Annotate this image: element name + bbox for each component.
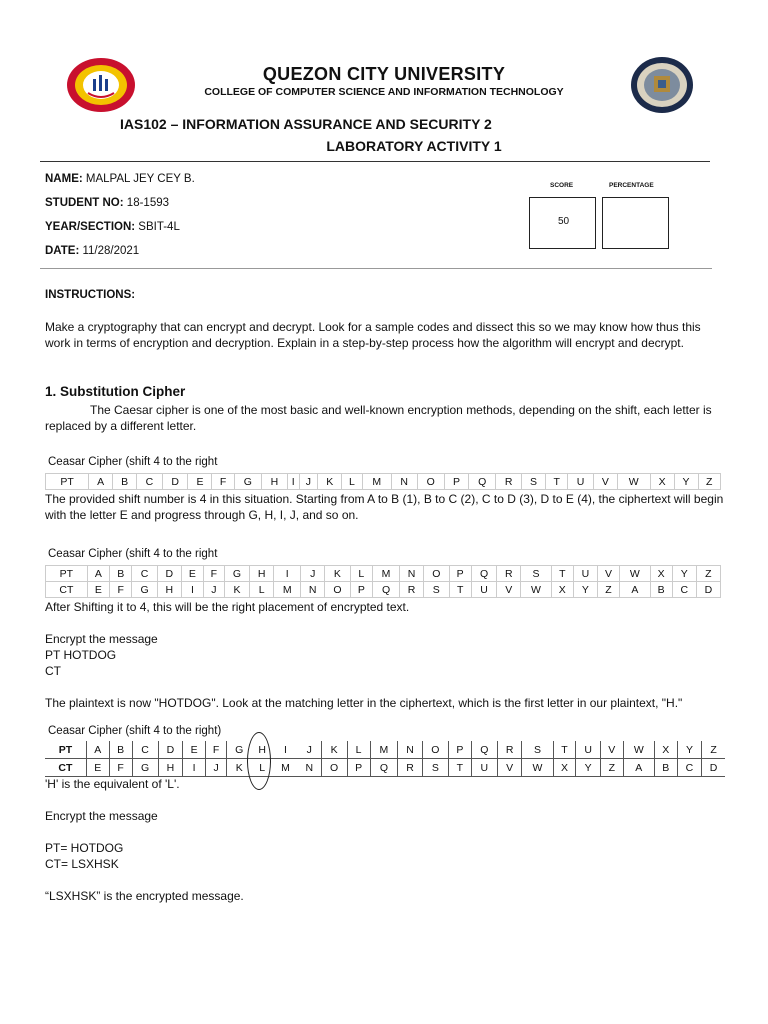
paragraph-3: The plaintext is now "HOTDOG". Look at the matching letter in the ciphertext, which is the first letter in our plaintext, "H." — [45, 696, 683, 710]
instructions-body: Make a cryptography that can encrypt and decrypt. Look for a sample codes and dissect this so we may know how thus this work in terms of encryption and decryption. Explain in a step-by-step process how the algorithm will encrypt and decrypt. — [45, 320, 701, 350]
letter-cell: Y — [674, 474, 698, 490]
name-value: MALPAL JEY CEY B. — [85, 173, 195, 185]
letter-cell: Z — [600, 759, 623, 777]
letter-cell: X — [553, 759, 576, 777]
table-row — [45, 741, 725, 759]
table-row — [45, 759, 725, 777]
letter-cell: E — [183, 741, 206, 759]
letter-cell: E — [188, 474, 212, 490]
table2-title: Ceasar Cipher (shift 4 to the right — [48, 548, 218, 560]
letter-cell: W — [522, 759, 553, 777]
university-name: QUEZON CITY UNIVERSITY — [262, 64, 506, 84]
letter-cell: B — [110, 566, 132, 582]
letter-cell: J — [298, 741, 321, 759]
letter-cell: W — [623, 741, 654, 759]
letter-cell: T — [551, 566, 573, 582]
pt-line: PT HOTDOG — [45, 648, 117, 662]
letter-cell: R — [497, 741, 522, 759]
letter-cell: M — [372, 566, 399, 582]
letter-cell: F — [204, 566, 225, 582]
letter-cell: V — [593, 474, 617, 490]
letter-cell: R — [497, 566, 521, 582]
letter-cell: G — [227, 741, 252, 759]
letter-cell: K — [318, 474, 342, 490]
letter-cell: G — [234, 474, 261, 490]
letter-cell: N — [298, 759, 321, 777]
score-value: 50 — [558, 216, 570, 227]
letter-cell: U — [576, 741, 601, 759]
table-row — [46, 474, 721, 490]
letter-cell: S — [422, 759, 448, 777]
paragraph-2: After Shifting it to 4, this will be the right placement of encrypted text. — [45, 600, 410, 614]
student-no-value: 18-1593 — [126, 197, 170, 209]
letter-cell: V — [597, 566, 619, 582]
letter-cell: Y — [672, 566, 696, 582]
letter-cell: T — [448, 759, 471, 777]
letter-cell: O — [422, 741, 448, 759]
cipher-table-1 — [45, 473, 721, 490]
letter-cell: A — [87, 566, 109, 582]
letter-cell: R — [496, 474, 522, 490]
section-value: SBIT-4L — [138, 221, 180, 233]
letter-cell: O — [321, 759, 347, 777]
letter-cell: S — [522, 741, 553, 759]
letter-cell: O — [325, 582, 351, 598]
letter-cell: I — [274, 566, 301, 582]
letter-cell: Y — [576, 759, 601, 777]
letter-cell: D — [157, 566, 181, 582]
letter-cell: P — [449, 566, 471, 582]
encrypt-label: Encrypt the message — [45, 632, 158, 646]
cipher-table-3 — [45, 741, 725, 777]
letter-cell: G — [132, 582, 158, 598]
letter-cell: G — [224, 566, 250, 582]
letter-cell: U — [471, 582, 497, 598]
cipher-table-2 — [45, 565, 721, 598]
equivalent-note: 'H' is the equivalent of 'L'. — [45, 777, 180, 791]
date-value: 11/28/2021 — [82, 245, 140, 257]
letter-cell: X — [551, 582, 573, 598]
letter-cell: M — [370, 741, 398, 759]
letter-cell: P — [347, 759, 370, 777]
letter-cell: C — [132, 741, 158, 759]
section-heading: 1. Substitution Cipher — [45, 384, 186, 399]
letter-cell: P — [448, 741, 471, 759]
letter-cell: Z — [702, 741, 725, 759]
letter-cell: D — [158, 741, 183, 759]
letter-cell: R — [400, 582, 424, 598]
highlight-oval — [247, 732, 271, 790]
letter-cell: T — [449, 582, 471, 598]
letter-cell: L — [342, 474, 362, 490]
letter-cell: C — [677, 759, 702, 777]
letter-cell: H — [157, 582, 181, 598]
letter-cell: A — [623, 759, 654, 777]
letter-cell: A — [89, 474, 113, 490]
letter-cell: I — [181, 582, 203, 598]
name-row — [45, 171, 195, 187]
letter-cell: I — [273, 741, 298, 759]
letter-cell: V — [497, 582, 521, 598]
course-title: IAS102 – INFORMATION ASSURANCE AND SECURITY 2 — [120, 116, 492, 132]
letter-cell: O — [424, 566, 450, 582]
table3-title: Ceasar Cipher (shift 4 to the right) — [48, 725, 222, 737]
letter-cell: E — [86, 759, 109, 777]
letter-cell: C — [137, 474, 163, 490]
letter-cell: Y — [573, 582, 597, 598]
letter-cell: B — [650, 582, 672, 598]
letter-cell: C — [132, 566, 158, 582]
letter-cell: M — [274, 582, 301, 598]
instructions-heading: INSTRUCTIONS: — [45, 289, 136, 301]
letter-cell: M — [362, 474, 391, 490]
encrypt-label-2: Encrypt the message — [45, 809, 158, 823]
letter-cell: L — [347, 741, 370, 759]
letter-cell: H — [251, 741, 273, 759]
letter-cell: D — [162, 474, 188, 490]
letter-cell: M — [273, 759, 298, 777]
letter-cell: B — [109, 741, 132, 759]
letter-cell: P — [350, 582, 372, 598]
letter-cell: O — [417, 474, 444, 490]
letter-cell: J — [206, 759, 227, 777]
letter-cell: N — [391, 474, 417, 490]
letter-cell: J — [204, 582, 225, 598]
letter-cell: K — [325, 566, 351, 582]
date-row — [45, 243, 139, 259]
section-row — [45, 219, 180, 235]
table-row — [46, 582, 721, 598]
letter-cell: N — [301, 582, 325, 598]
score-box — [529, 197, 596, 249]
ct-label: CT — [45, 759, 86, 777]
name-label: NAME: — [45, 173, 83, 185]
letter-cell: S — [424, 582, 450, 598]
letter-cell: A — [86, 741, 109, 759]
ct-result: CT= LSXHSK — [45, 857, 119, 871]
table-row — [46, 566, 721, 582]
paragraph-1: The provided shift number is 4 in this situation. Starting from A to B (1), B to C (2), C to D (3), D to E (4), the ciphertext will begin with the letter E and progress through G, H, I, J, and so on. — [45, 492, 724, 522]
letter-cell: U — [568, 474, 594, 490]
letter-cell: P — [444, 474, 468, 490]
letter-cell: U — [573, 566, 597, 582]
letter-cell: R — [398, 759, 423, 777]
letter-cell: N — [400, 566, 424, 582]
letter-cell: T — [553, 741, 576, 759]
letter-cell: X — [654, 741, 677, 759]
letter-cell: S — [522, 474, 546, 490]
letter-cell: E — [181, 566, 203, 582]
letter-cell: C — [672, 582, 696, 598]
college-name: COLLEGE OF COMPUTER SCIENCE AND INFORMATION TECHNOLOGY — [204, 86, 564, 98]
letter-cell: W — [620, 566, 650, 582]
letter-cell: D — [702, 759, 725, 777]
letter-cell: E — [87, 582, 109, 598]
letter-cell: J — [301, 566, 325, 582]
letter-cell: Y — [677, 741, 702, 759]
letter-cell: W — [617, 474, 650, 490]
letter-cell: U — [471, 759, 497, 777]
letter-cell: W — [521, 582, 551, 598]
letter-cell: F — [206, 741, 227, 759]
letter-cell: D — [696, 582, 720, 598]
letter-cell: T — [546, 474, 568, 490]
letter-cell: K — [224, 582, 250, 598]
percentage-box — [602, 197, 669, 249]
letter-cell: L — [250, 582, 274, 598]
section-label: YEAR/SECTION: — [45, 221, 136, 233]
letter-cell: X — [650, 566, 672, 582]
letter-cell: L — [350, 566, 372, 582]
letter-cell: I — [287, 474, 299, 490]
letter-cell: Z — [696, 566, 720, 582]
letter-cell: H — [158, 759, 183, 777]
student-no-label: STUDENT NO: — [45, 197, 124, 209]
letter-cell: X — [650, 474, 674, 490]
letter-cell: K — [321, 741, 347, 759]
pt-label: PT — [46, 474, 89, 490]
letter-cell: Q — [471, 566, 497, 582]
score-label: SCORE — [550, 182, 574, 189]
student-no-row — [45, 195, 169, 211]
info-divider — [40, 268, 712, 269]
table1-title: Ceasar Cipher (shift 4 to the right — [48, 456, 218, 468]
section-intro: The Caesar cipher is one of the most basic and well-known encryption methods, depending on the shift, each letter is replaced by a different letter. — [45, 403, 712, 433]
letter-cell: V — [600, 741, 623, 759]
letter-cell: Q — [372, 582, 399, 598]
activity-title: LABORATORY ACTIVITY 1 — [326, 138, 502, 154]
letter-cell: G — [132, 759, 158, 777]
header-divider — [40, 161, 710, 162]
percentage-label: PERCENTAGE — [609, 182, 654, 189]
letter-cell: V — [497, 759, 522, 777]
letter-cell: H — [250, 566, 274, 582]
letter-cell: A — [620, 582, 650, 598]
date-label: DATE: — [45, 245, 80, 257]
letter-cell: B — [113, 474, 137, 490]
letter-cell: Q — [468, 474, 495, 490]
letter-cell: J — [299, 474, 318, 490]
letter-cell: F — [110, 582, 132, 598]
letter-cell: F — [212, 474, 234, 490]
letter-cell: F — [109, 759, 132, 777]
pt-label: PT — [45, 741, 86, 759]
letter-cell: K — [227, 759, 252, 777]
ct-line: CT — [45, 664, 61, 678]
pt-result: PT= HOTDOG — [45, 841, 124, 855]
letter-cell: Q — [370, 759, 398, 777]
pt-label: PT — [46, 566, 88, 582]
letter-cell: Z — [597, 582, 619, 598]
letter-cell: Z — [698, 474, 720, 490]
letter-cell: H — [262, 474, 288, 490]
letter-cell: B — [654, 759, 677, 777]
ct-label: CT — [46, 582, 88, 598]
letter-cell: S — [521, 566, 551, 582]
letter-cell: I — [183, 759, 206, 777]
letter-cell: L — [251, 759, 273, 777]
letter-cell: Q — [471, 741, 497, 759]
letter-cell: N — [398, 741, 423, 759]
final-message: “LSXHSK” is the encrypted message. — [45, 889, 244, 903]
